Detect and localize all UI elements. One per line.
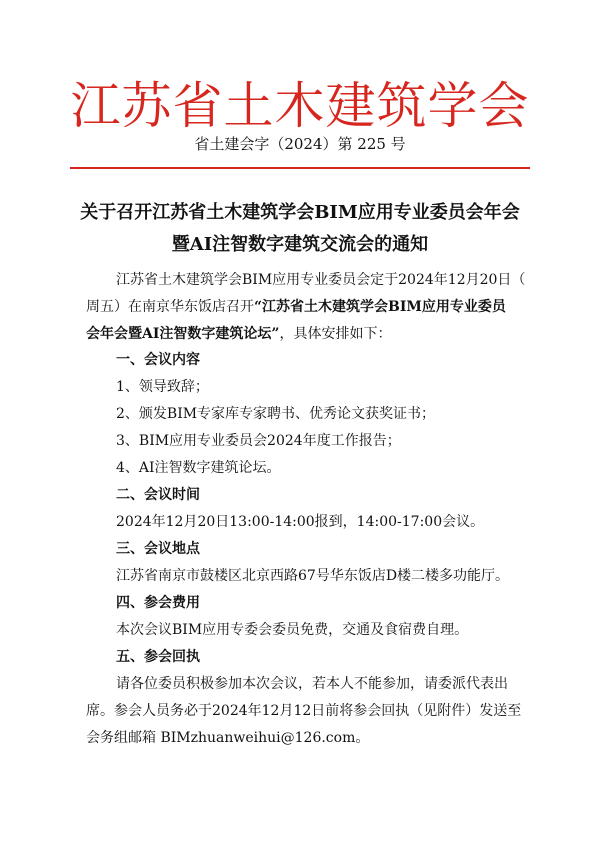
intro-line-3-bold: 会年会暨AI注智数字建筑论坛” bbox=[86, 326, 280, 342]
section-5-heading: 五、参会回执 bbox=[116, 649, 200, 665]
section-1-item-1: 1、领导致辞； bbox=[116, 379, 209, 395]
section-2-text: 2024年12月20日13:00-14:00报到，14:00-17:00会议。 bbox=[116, 514, 485, 530]
section-1-item-2: 2、颁发BIM专家库专家聘书、优秀论文获奖证书； bbox=[116, 406, 436, 422]
section-3-text: 江苏省南京市鼓楼区北京西路67号华东饭店D楼二楼多功能厅。 bbox=[116, 568, 510, 584]
intro-line-2 bbox=[86, 298, 526, 316]
section-3-heading: 三、会议地点 bbox=[116, 541, 200, 557]
org-title: 江苏省土木建筑学会 bbox=[70, 77, 530, 135]
section-4-heading: 四、参会费用 bbox=[116, 595, 200, 611]
notice-title-line-1: 关于召开江苏省土木建筑学会BIM应用专业委员会年会 bbox=[80, 202, 520, 223]
section-5-line-2: 席。参会人员务必于2024年12月12日前将参会回执（见附件）发送至 bbox=[86, 703, 522, 719]
intro-line-3-plain: ，具体安排如下： bbox=[279, 326, 392, 342]
intro-line-1: 江苏省土木建筑学会BIM应用专业委员会定于2024年12月20日（ bbox=[116, 272, 526, 288]
section-1-item-4: 4、AI注智数字建筑论坛。 bbox=[116, 460, 281, 476]
red-divider bbox=[70, 167, 530, 169]
section-1-heading: 一、会议内容 bbox=[116, 352, 200, 368]
document-number: 省土建会字（2024）第 225 号 bbox=[194, 135, 406, 153]
intro-line-3 bbox=[86, 325, 526, 343]
intro-line-2-bold: “江苏省土木建筑学会BIM应用专业委员 bbox=[254, 299, 506, 315]
section-1-item-3: 3、BIM应用专业委员会2024年度工作报告； bbox=[116, 433, 401, 449]
notice-title-line-2: 暨AI注智数字建筑交流会的通知 bbox=[171, 234, 429, 255]
section-5-line-1: 请各位委员积极参加本次会议，若本人不能参加，请委派代表出 bbox=[116, 676, 508, 692]
section-5-line-3: 会务组邮箱 BIMzhuanweihui@126.com。 bbox=[86, 730, 370, 746]
intro-line-2-plain: 周五）在南京华东饭店召开 bbox=[86, 299, 254, 315]
section-2-heading: 二、会议时间 bbox=[116, 487, 200, 503]
section-4-text: 本次会议BIM应用专委会委员免费，交通及食宿费自理。 bbox=[116, 622, 469, 638]
